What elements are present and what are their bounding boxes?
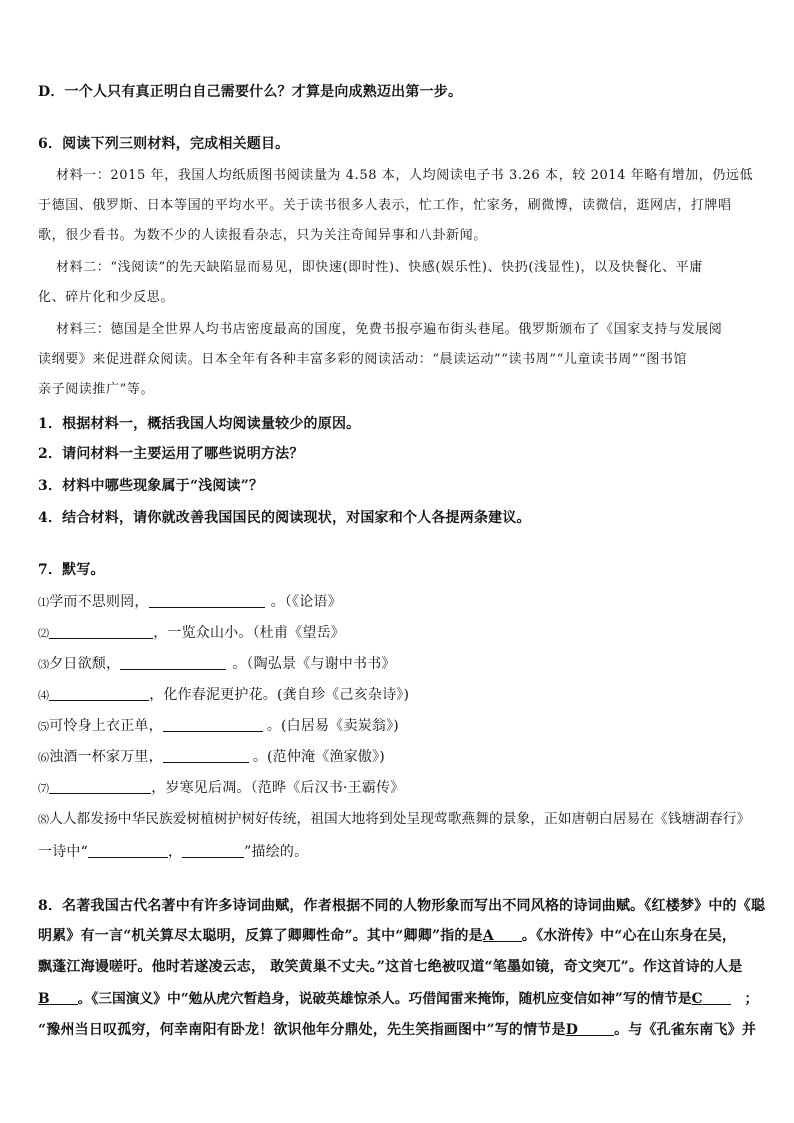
recite-item-5 — [38, 716, 399, 737]
answer-blank[interactable] — [578, 1021, 614, 1036]
item-text-post: 。（《论语》 — [270, 594, 342, 610]
item-text-pre: 学而不思则罔， — [49, 594, 149, 610]
item-number: ⑶ — [38, 658, 50, 671]
item-number: ⑴ — [38, 596, 50, 609]
q8-line-3: 飘蓬江海谩嗟吁。他时若遂凌云志， 敢笑黄巢不丈夫。”这首七绝被叹道“笔墨如镜，奇文突兀”。作这首诗的人是 — [38, 959, 743, 975]
item-text-pre: 一诗中“ — [38, 844, 88, 860]
q8-text: ； — [744, 991, 759, 1007]
material-1-line-1: 材料一：2015 年，我国人均纸质图书阅读量为 4.58 本，人均阅读电子书 3.26 本，较 2014 年略有增加，仍远低 — [56, 168, 754, 183]
item-number: ⑸ — [38, 720, 50, 733]
item-text-pre: 浊酒一杯家万里， — [49, 749, 163, 765]
answer-blank[interactable] — [494, 927, 522, 942]
item-number: ⑻ — [38, 813, 49, 826]
material-2-line-1: 材料二：“浅阅读”的先天缺陷显而易见，即快速(即时性)、快感(娱乐性)、快扔(浅显性)，以及快餐化、平庸 — [56, 260, 703, 275]
item-text-post: ，化作春泥更护花。(龚自珍《己亥杂诗》) — [149, 687, 410, 703]
q8-text: 。与《孔雀东南飞》并 — [614, 1022, 757, 1038]
item-text-mid: ， — [167, 844, 183, 860]
sub-question-3: 3．材料中哪些现象属于“浅阅读”？ — [38, 478, 264, 494]
q8-line-1: 8．名著我国古代名著中有许多诗词曲赋，作者根据不同的人物形象而写出不同风格的诗词曲赋。《红楼梦》中的《聪 — [38, 898, 766, 914]
q8-line-2 — [38, 926, 736, 946]
recite-item-4 — [38, 685, 409, 706]
answer-blank[interactable] — [182, 843, 244, 858]
q8-text: 。《水浒传》中“心在山东身在吴， — [521, 928, 737, 944]
recite-item-7 — [38, 778, 404, 799]
item-text-post: 。(白居易《卖炭翁》) — [266, 718, 399, 734]
item-text: 人人都发扬中华民族爱树植树护树好传统，祖国大地将到处呈现莺歌燕舞的景象，正如唐朝白居易在《钱塘湖春行》 — [49, 811, 751, 827]
item-text-post: ，岁寒见后凋。（范晔《后汉书·王霸传》 — [151, 780, 405, 796]
recite-item-8-line-1 — [38, 809, 750, 830]
answer-blank[interactable] — [149, 593, 265, 608]
blank-label-b: B — [38, 991, 50, 1007]
item-text-post: 。（陶弘景《与谢中书书》 — [232, 656, 396, 672]
answer-blank[interactable] — [50, 990, 78, 1005]
sub-question-1: 1．根据材料一，概括我国人均阅读量较少的原因。 — [38, 416, 361, 432]
item-text-post: ，一览众山小。（杜甫《望岳》 — [153, 625, 346, 641]
material-1-line-2: 于德国、俄罗斯、日本等国的平均水平。关于读书很多人表示，忙工作，忙家务，刷微博，读微信，逛网店，打牌唱 — [38, 198, 732, 213]
material-3-line-3: 亲子阅读推广”等。 — [38, 382, 155, 397]
item-text-post: 。(范仲淹《渔家傲》) — [252, 749, 385, 765]
answer-blank[interactable] — [120, 655, 226, 670]
recite-item-2 — [38, 623, 345, 644]
item-text-pre: 夕日欲颓， — [49, 656, 121, 672]
q7-heading: 7．默写。 — [38, 562, 105, 578]
answer-blank[interactable] — [49, 779, 151, 794]
q8-line-5 — [38, 1020, 756, 1040]
item-text-post: ”描绘的。 — [244, 844, 309, 860]
answer-blank[interactable] — [163, 748, 249, 763]
sub-question-2: 2．请问材料一主要运用了哪些说明方法？ — [38, 446, 304, 462]
q8-text: 明累》有一言“机关算尽太聪明，反算了卿卿性命”。其中“卿卿”指的是 — [38, 928, 483, 944]
answer-blank[interactable] — [703, 990, 731, 1005]
recite-item-3 — [38, 654, 396, 675]
answer-blank[interactable] — [88, 843, 168, 858]
blank-label-c: C — [691, 991, 703, 1007]
blank-label-a: A — [482, 928, 494, 944]
recite-item-1 — [38, 592, 342, 613]
material-3-line-1: 材料三：德国是全世界人均书店密度最高的国度，免费书报亭遍布街头巷尾。俄罗斯颁布了《国家支持与发展阅 — [56, 322, 723, 337]
q6-heading: 6．阅读下列三则材料，完成相关题目。 — [38, 136, 290, 152]
item-number: ⑹ — [38, 751, 50, 764]
q8-line-4 — [38, 989, 758, 1009]
answer-blank[interactable] — [49, 624, 153, 639]
material-3-line-2: 读纲要》来促进群众阅读。日本全年有各种丰富多彩的阅读活动：“晨读运动”“读书周”“儿童读书周”“图书馆 — [38, 352, 688, 367]
recite-item-6 — [38, 747, 385, 768]
recite-item-8-line-2 — [38, 842, 308, 862]
item-text-pre: 可怜身上衣正单， — [49, 718, 163, 734]
item-number: ⑵ — [38, 627, 50, 640]
q5-option-d: D．一个人只有真正明白自己需要什么？才算是向成熟迈出第一步。 — [38, 84, 463, 100]
material-1-line-3: 歌，很少看书。为数不少的人读报看杂志，只为关注奇闻异事和八卦新闻。 — [38, 228, 487, 243]
answer-blank[interactable] — [49, 686, 149, 701]
sub-question-4: 4．结合材料，请你就改善我国国民的阅读现状，对国家和个人各提两条建议。 — [38, 510, 531, 526]
q8-text: 。《三国演义》中“勉从虎穴暂趋身，说破英雄惊杀人。巧借闻雷来掩饰，随机应变信如神”写的情节是 — [77, 991, 692, 1007]
material-2-line-2: 化、碎片化和少反思。 — [38, 290, 175, 305]
q8-text: “豫州当日叹孤穷，何幸南阳有卧龙！欲识他年分鼎处，先生笑指画图中”写的情节是 — [38, 1022, 566, 1038]
item-number: ⑺ — [38, 782, 50, 795]
item-number: ⑷ — [38, 689, 50, 702]
answer-blank[interactable] — [163, 717, 263, 732]
blank-label-d: D — [565, 1022, 579, 1038]
